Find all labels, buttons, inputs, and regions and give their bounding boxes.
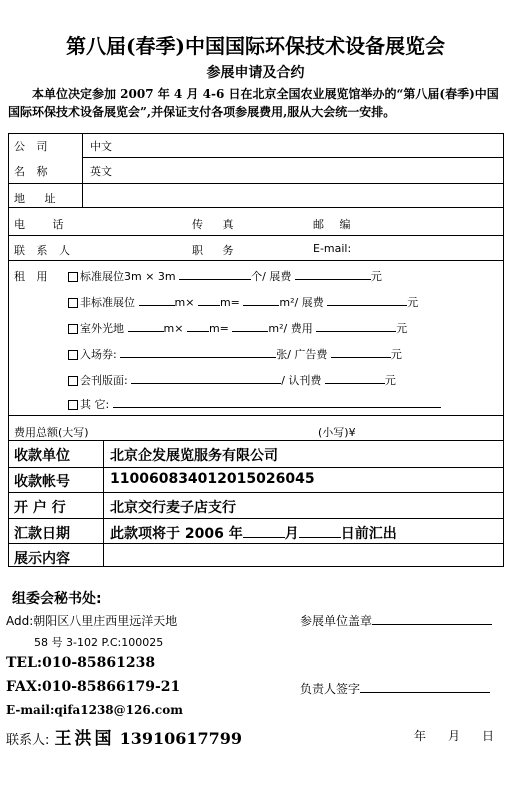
postcode-label: 邮 编 xyxy=(313,218,357,231)
english-name-label: 英文 xyxy=(90,165,112,178)
remit-value: 此款项将于 2006 年 月 日前汇出 xyxy=(110,523,397,543)
total-small-label: (小写)¥ xyxy=(318,426,356,439)
rent-item-tickets: 入场券: 张/ 广告费 元 xyxy=(68,346,402,362)
company-label: 公 司 xyxy=(14,140,52,153)
account-label: 收款帐号 xyxy=(14,474,70,490)
rent-item-nonstandard: 非标准展位 m× m= m²/ 展费 元 xyxy=(68,294,418,310)
rent-item-standard: 标准展位3m × 3m 个/ 展费 元 xyxy=(68,268,382,284)
remit-label: 汇款日期 xyxy=(14,526,70,542)
total-label: 费用总额(大写) xyxy=(14,426,89,439)
payee-value: 北京企发展览服务有限公司 xyxy=(110,448,278,464)
bank-value: 北京交行麦子店支行 xyxy=(110,500,236,516)
contact-signature: 王洪国 xyxy=(54,729,115,749)
rent-item-catalog: 会刊版面: / 认刊费 元 xyxy=(68,372,396,388)
sign-label: 负责人签字 xyxy=(300,680,490,697)
account-value: 110060834012015026045 xyxy=(110,471,315,487)
checkbox[interactable] xyxy=(68,272,78,282)
contact-line: 联系人: 王洪国 13910617799 xyxy=(6,729,243,749)
fax-line: FAX:010-85866179-21 xyxy=(6,679,181,695)
address-label: 地 址 xyxy=(14,192,64,205)
page-title: 第八届(春季)中国国际环保技术设备展览会 xyxy=(66,34,445,58)
payee-label: 收款单位 xyxy=(14,448,70,464)
rent-item-outdoor: 室外光地 m× m= m²/ 费用 元 xyxy=(68,320,407,336)
checkbox[interactable] xyxy=(68,350,78,360)
rent-label: 租 用 xyxy=(14,270,52,283)
address-line-2: 58 号 3-102 P.C:100025 xyxy=(34,636,164,649)
email-line: E-mail:qifa1238@126.com xyxy=(6,703,183,717)
intro-paragraph: 本单位决定参加 2007 年 4 月 4-6 日在北京全国农业展览馆举办的“第八届(春季)中国国际环保技术设备展览会”,并保证支付各项参展费用,服从大会统一安排。 xyxy=(8,87,499,119)
phone-label: 电 话 xyxy=(14,218,76,231)
rent-item-other: 其 它: xyxy=(68,396,441,412)
checkbox[interactable] xyxy=(68,324,78,334)
position-label: 职 务 xyxy=(192,244,242,257)
address-line-1: Add:朝阳区八里庄西里远洋天地 xyxy=(6,614,178,628)
fax-label: 传 真 xyxy=(192,218,242,231)
secretariat-heading: 组委会秘书处: xyxy=(12,591,102,607)
checkbox[interactable] xyxy=(68,376,78,386)
contact-label: 联 系 人 xyxy=(14,244,74,257)
stamp-label: 参展单位盖章 xyxy=(300,612,492,629)
chinese-name-label: 中文 xyxy=(90,140,112,153)
tel-line: TEL:010-85861238 xyxy=(6,655,156,671)
page-subtitle: 参展申请及合约 xyxy=(206,65,305,81)
email-label: E-mail: xyxy=(313,242,352,255)
name-label: 名 称 xyxy=(14,165,52,178)
date-line: 年 月 日 xyxy=(414,729,495,743)
bank-label: 开 户 行 xyxy=(14,500,66,516)
checkbox[interactable] xyxy=(68,298,78,308)
exhibit-label: 展示内容 xyxy=(14,551,70,567)
checkbox[interactable] xyxy=(68,400,78,410)
